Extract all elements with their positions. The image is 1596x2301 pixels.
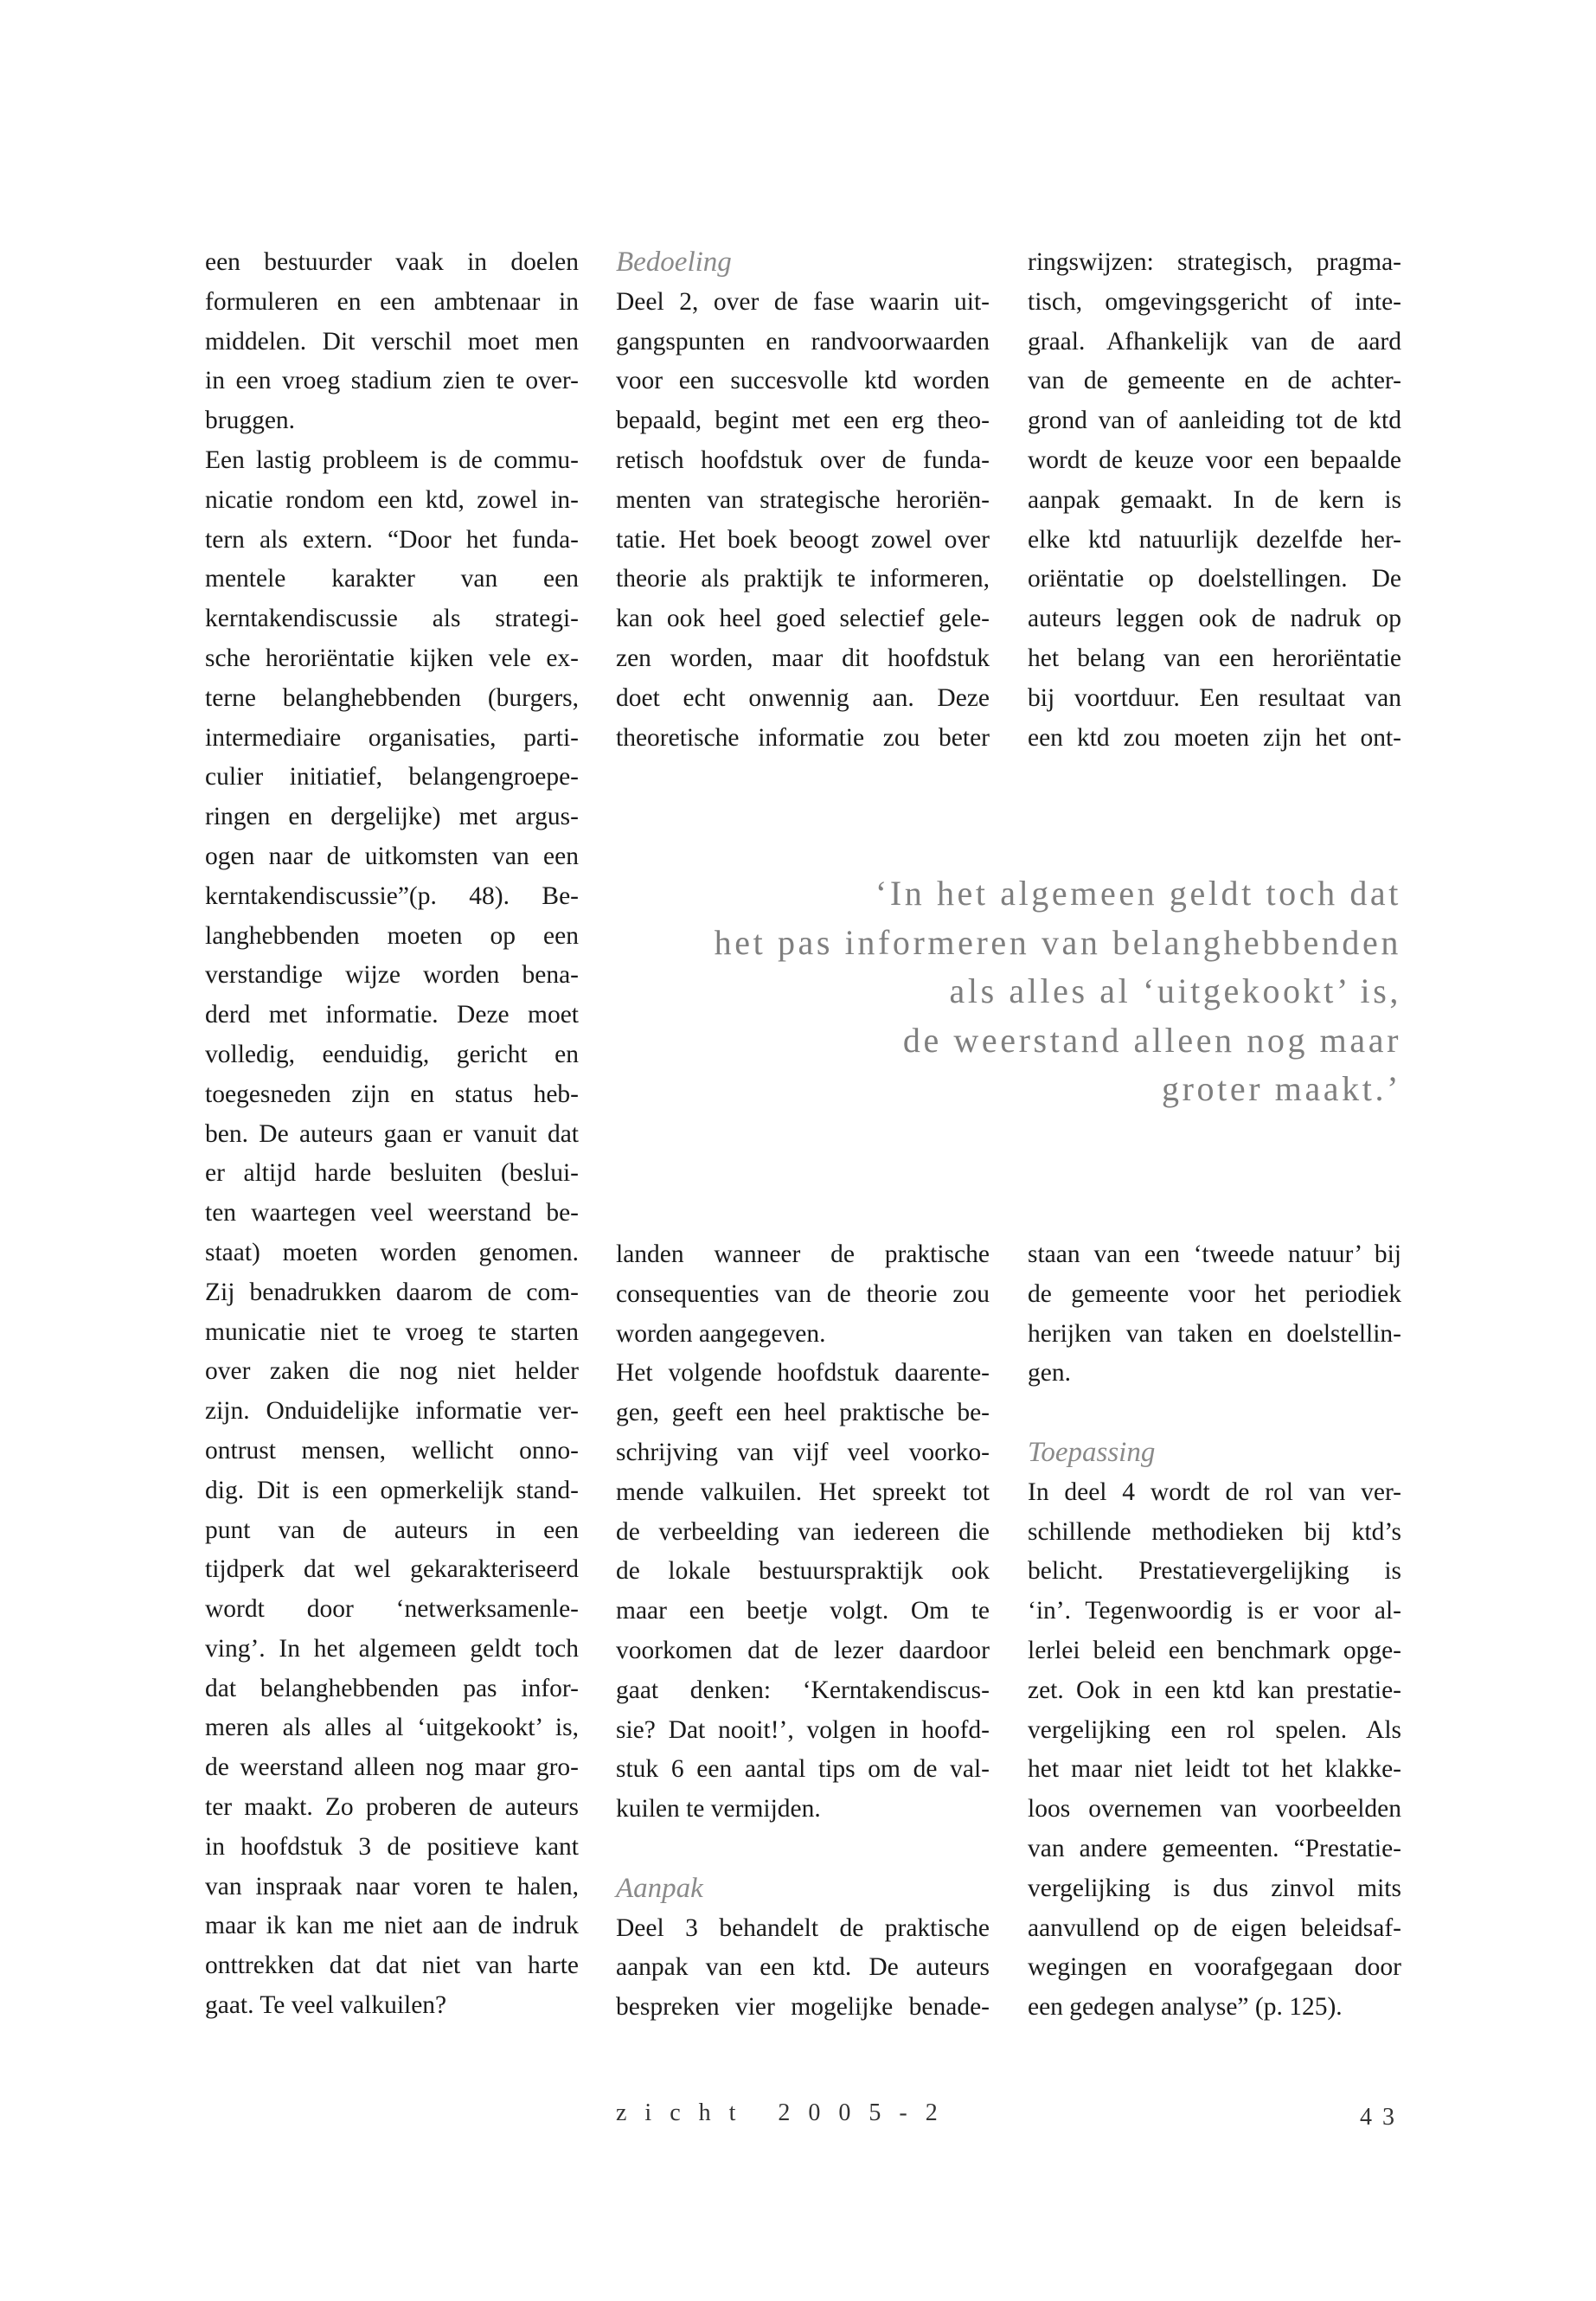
text-line: gen, geeft een heel praktische be- [616,1399,990,1427]
text-line: tatie. Het boek beoogt zowel over [616,525,990,554]
text-line: de gemeente voor het periodiek [1028,1279,1401,1308]
text-line: In deel 4 wordt de rol van ver- [1028,1477,1401,1506]
text-line: wegingen en voorafgegaan door [1028,1953,1401,1982]
text-column-1 [205,243,579,2026]
text-line: zijn. Onduidelijke informatie ver- [205,1397,579,1426]
section-heading-bedoeling: Bedoeling [616,247,732,278]
text-line: de verbeelding van iedereen die [616,1517,990,1546]
text-line: van andere gemeenten. “Prestatie- [1028,1834,1401,1862]
text-line: loos overnemen van voorbeelden [1028,1795,1401,1823]
text-line: theoretische informatie zou beter [616,723,990,752]
pull-quote-line: groter maakt.’ [1162,1069,1401,1108]
text-line: elke ktd natuurlijk dezelfde her- [1028,525,1401,554]
text-line: het belang van een heroriëntatie [1028,644,1401,672]
text-line: over zaken die nog niet helder [205,1357,579,1386]
text-line: volledig, eenduidig, gericht en [205,1040,579,1068]
text-line: Deel 3 behandelt de praktische [616,1913,990,1942]
text-line: sche heroriëntatie kijken vele ex- [205,644,579,672]
text-line: ringswijzen: strategisch, pragma- [1028,248,1401,276]
text-line: staat) moeten worden genomen. [205,1238,579,1266]
text-line: graal. Afhankelijk van de aard [1028,327,1401,356]
text-line: menten van strategische heroriën- [616,485,990,514]
text-line: vergelijking is dus zinvol mits [1028,1874,1401,1902]
text-line: lerlei beleid een benchmark opge- [1028,1636,1401,1664]
text-line: gaat. Te veel valkuilen? [205,1991,447,2020]
text-column-3-bottom [1028,1235,1401,2028]
text-line: auteurs leggen ook de nadruk op [1028,605,1401,633]
text-line: wordt door ‘netwerksamenle- [205,1595,579,1624]
text-line: langhebbenden moeten op een [205,921,579,950]
text-line: bij voortduur. Een resultaat van [1028,683,1401,712]
text-line: consequenties van de theorie zou [616,1279,990,1308]
text-line: tern als extern. “Door het funda- [205,525,579,554]
text-line: Zij benadrukken daarom de com- [205,1278,579,1306]
text-line: meren als alles al ‘uitgekookt’ is, [205,1714,579,1742]
text-line: een gedegen analyse” (p. 125). [1028,1993,1343,2022]
text-line: Het volgende hoofdstuk daarente- [616,1359,990,1388]
text-line: staan van een ‘tweede natuur’ bij [1028,1240,1401,1268]
text-line: bepaald, begint met een erg theo- [616,407,990,435]
text-line: doet echt onwennig aan. Deze [616,683,990,712]
footer-journal-title: zicht 2005-2 [616,2099,956,2126]
text-line: middelen. Dit verschil moet men [205,327,579,356]
text-line: oriëntatie op doelstellingen. De [1028,565,1401,593]
text-line: vergelijking een rol spelen. Als [1028,1715,1401,1744]
text-line: maar ik kan me niet aan de indruk [205,1912,579,1940]
text-line: municatie niet te vroeg te starten [205,1317,579,1346]
text-column-2-top [616,243,990,758]
text-line: culier initiatief, belangengroepe- [205,763,579,792]
pull-quote-line: het pas informeren van belanghebbenden [714,922,1401,962]
text-line: bruggen. [205,407,296,435]
page-number: 43 [1360,2104,1405,2131]
text-line: verstandige wijze worden bena- [205,961,579,990]
text-line: de lokale bestuurspraktijk ook [616,1557,990,1586]
text-line: van inspraak naar voren te halen, [205,1872,579,1900]
text-line: schrijving van vijf veel voorko- [616,1438,990,1466]
text-line: gen. [1028,1359,1071,1388]
text-line: stuk 6 een aantal tips om de val- [616,1755,990,1784]
text-line: bespreken vier mogelijke benade- [616,1993,990,2022]
text-line: sie? Dat nooit!’, volgen in hoofd- [616,1715,990,1744]
pull-quote-line: de weerstand alleen nog maar [902,1020,1401,1060]
text-line: tisch, omgevingsgericht of inte- [1028,287,1401,316]
text-line: belicht. Prestatievergelijking is [1028,1557,1401,1586]
text-line: derd met informatie. Deze moet [205,1001,579,1029]
text-line: theorie als praktijk te informeren, [616,565,990,593]
text-line: van de gemeente en de achter- [1028,367,1401,395]
text-line: wordt de keuze voor een bepaalde [1028,445,1401,474]
pull-quote-line: ‘In het algemeen geldt toch dat [875,874,1401,913]
text-line: voor een succesvolle ktd worden [616,367,990,395]
text-column-3-top [1028,243,1401,758]
text-line: een bestuurder vaak in doelen [205,248,579,276]
text-line: nicatie rondom een ktd, zowel in- [205,485,579,514]
text-line: onttrekken dat dat niet van harte [205,1952,579,1980]
text-line: dat belanghebbenden pas infor- [205,1674,579,1702]
text-line: worden aangegeven. [616,1319,826,1348]
text-line: kuilen te vermijden. [616,1795,821,1823]
text-line: ontrust mensen, wellicht onno- [205,1436,579,1465]
text-line: terne belanghebbenden (burgers, [205,683,579,712]
text-line: kan ook heel goed selectief gele- [616,605,990,633]
text-line: aanpak van een ktd. De auteurs [616,1953,990,1982]
section-heading-toepassing: Toepassing [1028,1436,1156,1468]
text-line: mentele karakter van een [205,565,579,593]
text-line: aanvullend op de eigen beleidsaf- [1028,1913,1401,1942]
pull-quote-line: als alles al ‘uitgekookt’ is, [949,971,1401,1010]
text-line: in een vroeg stadium zien te over- [205,367,579,395]
pull-quote [606,869,1401,1114]
text-line: schillende methodieken bij ktd’s [1028,1517,1401,1546]
text-line: ‘in’. Tegenwoordig is er voor al- [1028,1597,1401,1625]
text-line: het maar niet leidt tot het klakke- [1028,1755,1401,1784]
text-line: kerntakendiscussie”(p. 48). Be- [205,881,579,910]
text-line: ving’. In het algemeen geldt toch [205,1634,579,1663]
text-line: retisch hoofdstuk over de funda- [616,445,990,474]
text-line: een ktd zou moeten zijn het ont- [1028,723,1401,752]
text-line: tijdperk dat wel gekarakteriseerd [205,1555,579,1584]
text-line: aanpak gemaakt. In de kern is [1028,485,1401,514]
text-line: landen wanneer de praktische [616,1240,990,1268]
text-line: in hoofdstuk 3 de positieve kant [205,1832,579,1861]
text-line: mende valkuilen. Het spreekt tot [616,1477,990,1506]
text-column-2-bottom [616,1235,990,2028]
text-line: ter maakt. Zo proberen de auteurs [205,1793,579,1822]
section-heading-aanpak: Aanpak [616,1872,703,1904]
text-line: zen worden, maar dit hoofdstuk [616,644,990,672]
text-line: ogen naar de uitkomsten van een [205,842,579,870]
text-line: toegesneden zijn en status heb- [205,1080,579,1108]
text-line: ten waartegen veel weerstand be- [205,1199,579,1227]
text-line: punt van de auteurs in een [205,1516,579,1544]
text-line: maar een beetje volgt. Om te [616,1597,990,1625]
text-line: herijken van taken en doelstellin- [1028,1319,1401,1348]
text-line: dig. Dit is een opmerkelijk stand- [205,1476,579,1504]
text-line: formuleren en een ambtenaar in [205,287,579,316]
text-line: ben. De auteurs gaan er vanuit dat [205,1119,579,1148]
text-line: gaat denken: ‘Kerntakendiscus- [616,1676,990,1704]
text-line: ringen en dergelijke) met argus- [205,803,579,831]
text-line: intermediaire organisaties, parti- [205,723,579,752]
text-line: voorkomen dat de lezer daardoor [616,1636,990,1664]
text-line: de weerstand alleen nog maar gro- [205,1753,579,1782]
text-line: gangspunten en randvoorwaarden [616,327,990,356]
text-line: Deel 2, over de fase waarin uit- [616,287,990,316]
text-line: grond van of aanleiding tot de ktd [1028,407,1401,435]
text-line: zet. Ook in een ktd kan prestatie- [1028,1676,1401,1704]
text-line: er altijd harde besluiten (beslui- [205,1159,579,1188]
text-line: kerntakendiscussie als strategi- [205,605,579,633]
text-line: Een lastig probleem is de commu- [205,445,579,474]
